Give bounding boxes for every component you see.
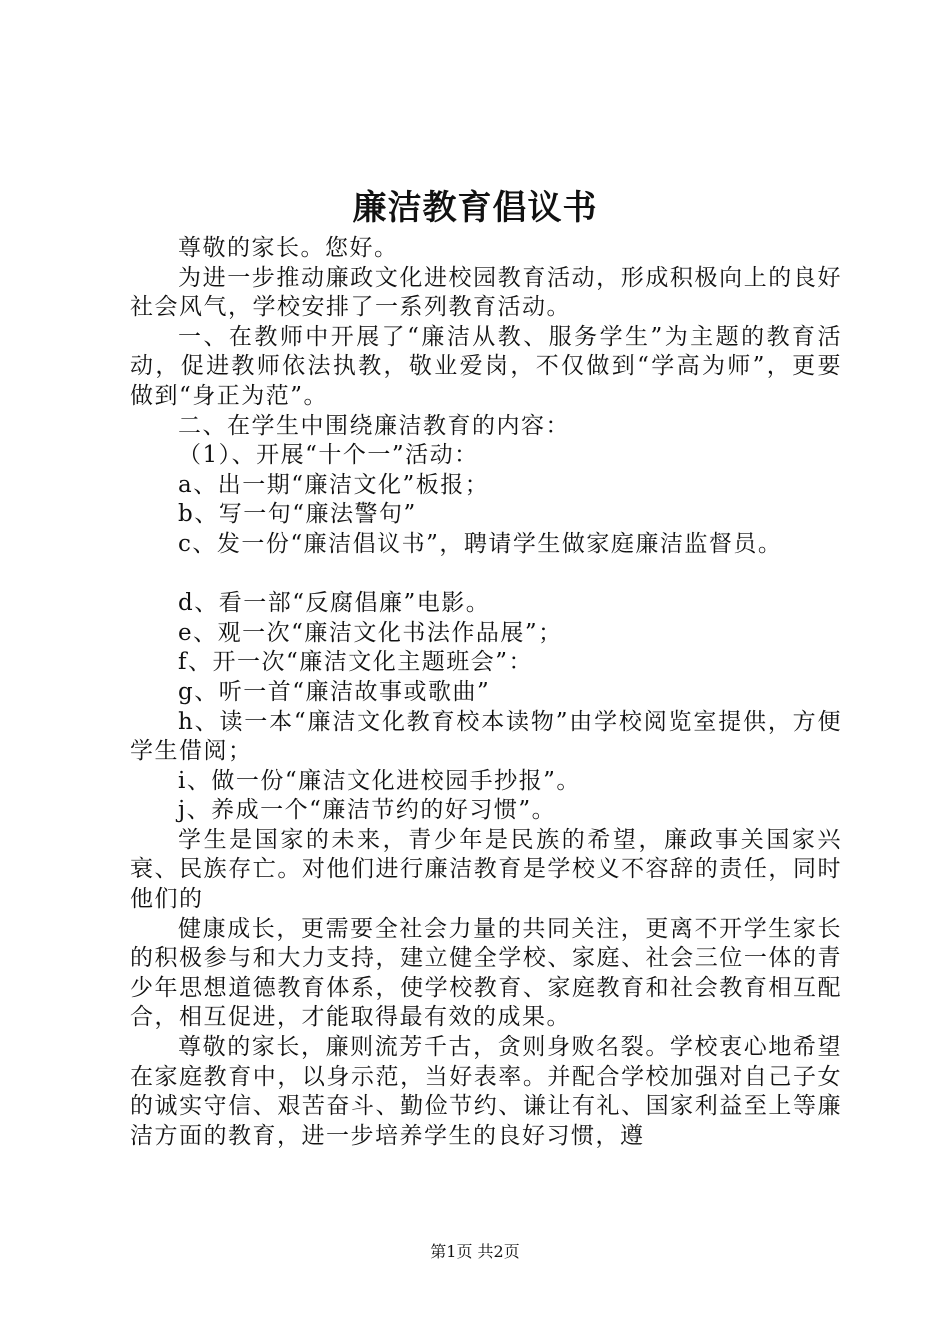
paragraph-students-future: 学生是国家的未来，青少年是民族的希望，廉政事关国家兴衰、民族存亡。对他们进行廉洁教育是学校义不容辞的责任，同时他们的	[130, 826, 842, 913]
activity-item-h: h、读一本“廉洁文化教育校本读物”由学校阅览室提供，方便学生借阅；	[130, 708, 842, 765]
activity-item-c: c、发一份“廉洁倡议书”，聘请学生做家庭廉洁监督员。	[178, 530, 783, 557]
activity-item-d: d、看一部“反腐倡廉”电影。	[178, 590, 491, 617]
activity-item-e: e、观一次“廉洁文化书法作品展”；	[178, 619, 563, 646]
activity-item-b: b、写一句“廉法警句”	[178, 501, 417, 528]
activity-item-g: g、听一首“廉洁故事或歌曲”	[178, 678, 491, 705]
activity-item-j: j、养成一个“廉洁节约的好习惯”。	[178, 797, 557, 824]
activity-item-f: f、开一次“廉洁文化主题班会”：	[178, 649, 534, 676]
paragraph-greeting: 尊敬的家长。您好。	[178, 235, 399, 261]
paragraph-teachers: 一、在教师中开展了“廉洁从教、服务学生”为主题的教育活动，促进教师依法执教，敬业爱岗，不仅做到“学高为师”，更要做到“身正为范”。	[130, 323, 842, 409]
paragraph-students: 二、在学生中围绕廉洁教育的内容：	[178, 412, 570, 439]
document-body	[130, 234, 842, 1151]
paragraph-dear-parents: 尊敬的家长，廉则流芳千古，贪则身败名裂。学校衷心地希望在家庭教育中，以身示范，当好表率。并配合学校加强对自己子女的诚实守信、艰苦奋斗、勤俭节约、谦让有礼、国家利益至上等廉洁方面的教育，进一步培养学生的良好习惯，遵	[130, 1034, 842, 1149]
paragraph-intro: 为进一步推动廉政文化进校园教育活动，形成积极向上的良好社会风气，学校安排了一系列教育活动。	[130, 264, 842, 321]
document-title: 廉洁教育倡议书	[352, 188, 598, 228]
activity-item-a: a、出一期“廉洁文化”板报；	[178, 471, 490, 498]
paragraph-healthy-growth: 健康成长，更需要全社会力量的共同关注，更离不开学生家长的积极参与和大力支持，建立健全学校、家庭、社会三位一体的青少年思想道德教育体系，使学校教育、家庭教育和社会教育相互配合，相互促进，才能取得最有效的成果。	[130, 915, 842, 1031]
page-footer: 第1页 共2页	[430, 1242, 520, 1261]
paragraph-ten-activities: （1）、开展“十个一”活动：	[178, 442, 479, 469]
activity-item-i: i、做一份“廉洁文化进校园手抄报”。	[178, 767, 581, 794]
blank-line	[130, 560, 842, 590]
